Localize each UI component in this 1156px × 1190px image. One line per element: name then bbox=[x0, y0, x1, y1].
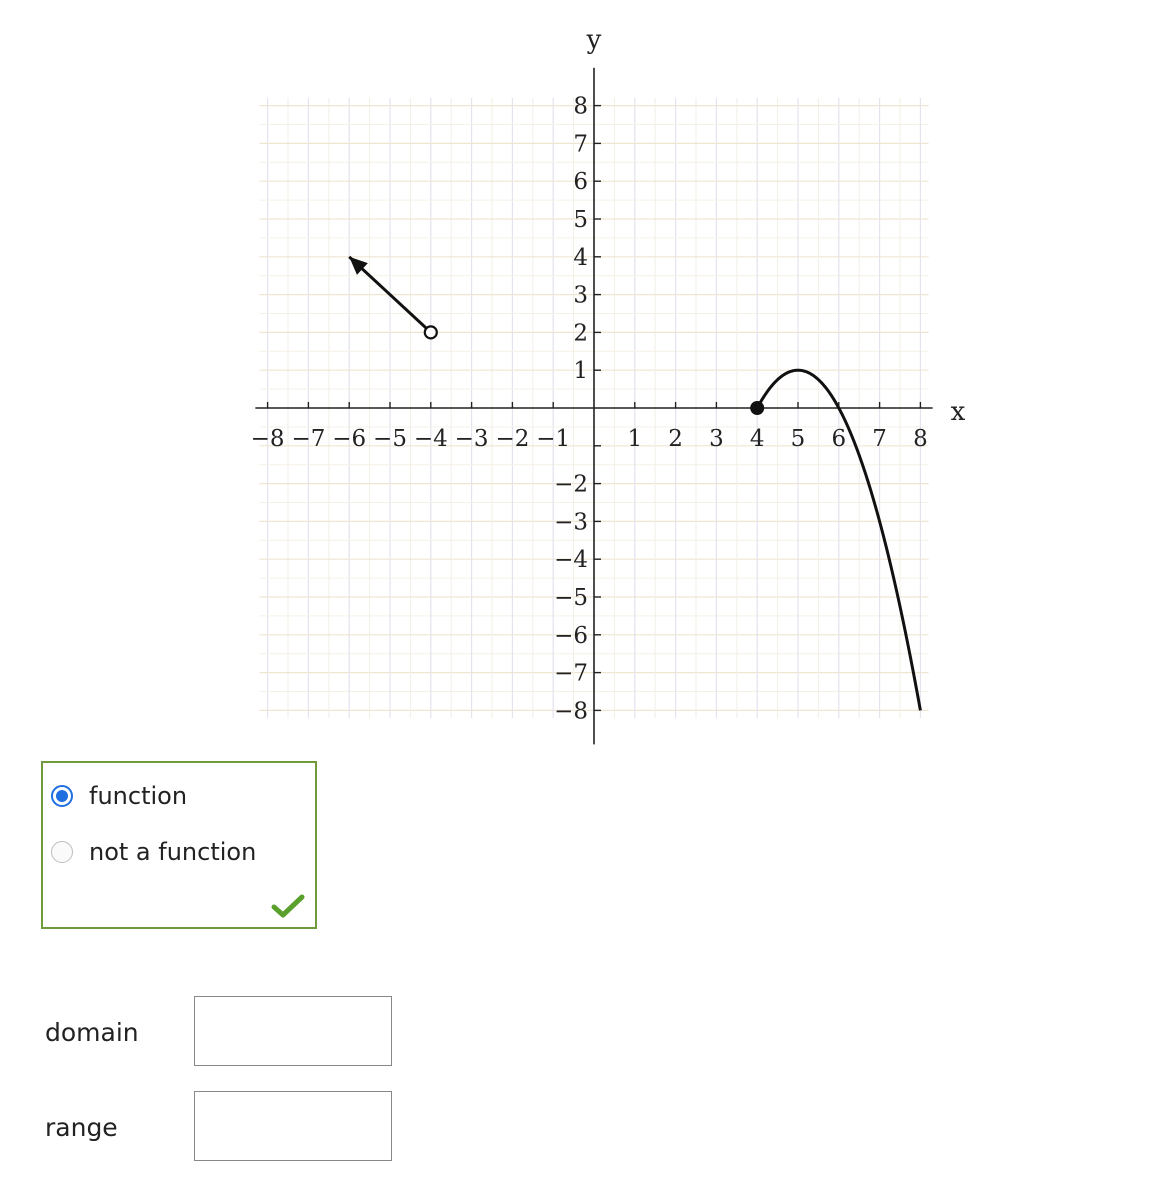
y-tick-label: 6 bbox=[573, 169, 588, 196]
y-tick-label: 8 bbox=[573, 93, 588, 120]
y-tick-label: −3 bbox=[554, 509, 588, 536]
x-tick-label: 1 bbox=[627, 426, 643, 452]
option-not-a-function[interactable] bbox=[51, 837, 256, 867]
y-tick-label: 1 bbox=[573, 358, 588, 385]
function-answer-box bbox=[41, 761, 317, 929]
radio-function[interactable] bbox=[51, 785, 73, 807]
x-tick-label: −3 bbox=[454, 426, 489, 452]
x-tick-label: 5 bbox=[790, 426, 806, 452]
x-tick-label: −6 bbox=[332, 426, 367, 452]
y-tick-label: −2 bbox=[554, 471, 588, 498]
x-tick-label: 6 bbox=[831, 426, 847, 452]
y-tick-label: 3 bbox=[573, 282, 588, 309]
x-tick-label: 8 bbox=[913, 426, 928, 452]
x-tick-label: −2 bbox=[495, 426, 530, 452]
range-input[interactable] bbox=[194, 1091, 392, 1161]
y-tick-label: 7 bbox=[573, 131, 588, 158]
x-tick-label: 7 bbox=[872, 426, 887, 452]
checkmark-icon bbox=[271, 893, 305, 919]
x-tick-label: −4 bbox=[413, 426, 448, 452]
option-function-label: function bbox=[89, 782, 188, 810]
y-tick-label: −8 bbox=[554, 698, 588, 725]
y-tick-label: 5 bbox=[573, 207, 588, 233]
y-tick-label: 2 bbox=[573, 320, 588, 347]
domain-input[interactable] bbox=[194, 996, 392, 1066]
tick-labels bbox=[251, 94, 928, 725]
x-tick-label: −1 bbox=[536, 426, 571, 452]
x-tick-label: −8 bbox=[250, 426, 285, 452]
y-axis-label: y bbox=[586, 25, 602, 55]
y-tick-label: −6 bbox=[554, 622, 588, 649]
y-tick-label: −4 bbox=[554, 547, 588, 574]
y-tick-label: 4 bbox=[573, 244, 588, 271]
x-tick-label: 3 bbox=[709, 426, 724, 452]
x-tick-label: 2 bbox=[668, 426, 683, 452]
domain-label: domain bbox=[45, 1018, 139, 1047]
option-function[interactable] bbox=[51, 781, 187, 811]
y-tick-label: −5 bbox=[554, 585, 588, 611]
radio-not-a-function[interactable] bbox=[51, 841, 73, 863]
y-tick-label: −7 bbox=[554, 660, 588, 687]
option-not-a-function-label: not a function bbox=[89, 838, 257, 866]
axes bbox=[255, 68, 932, 745]
x-tick-label: −7 bbox=[291, 426, 326, 452]
x-tick-label: −5 bbox=[373, 426, 407, 452]
closed-endpoint bbox=[750, 401, 764, 415]
x-tick-label: 4 bbox=[749, 426, 765, 452]
open-endpoint bbox=[425, 326, 437, 338]
x-axis-label: x bbox=[950, 397, 966, 427]
range-label: range bbox=[45, 1113, 118, 1142]
